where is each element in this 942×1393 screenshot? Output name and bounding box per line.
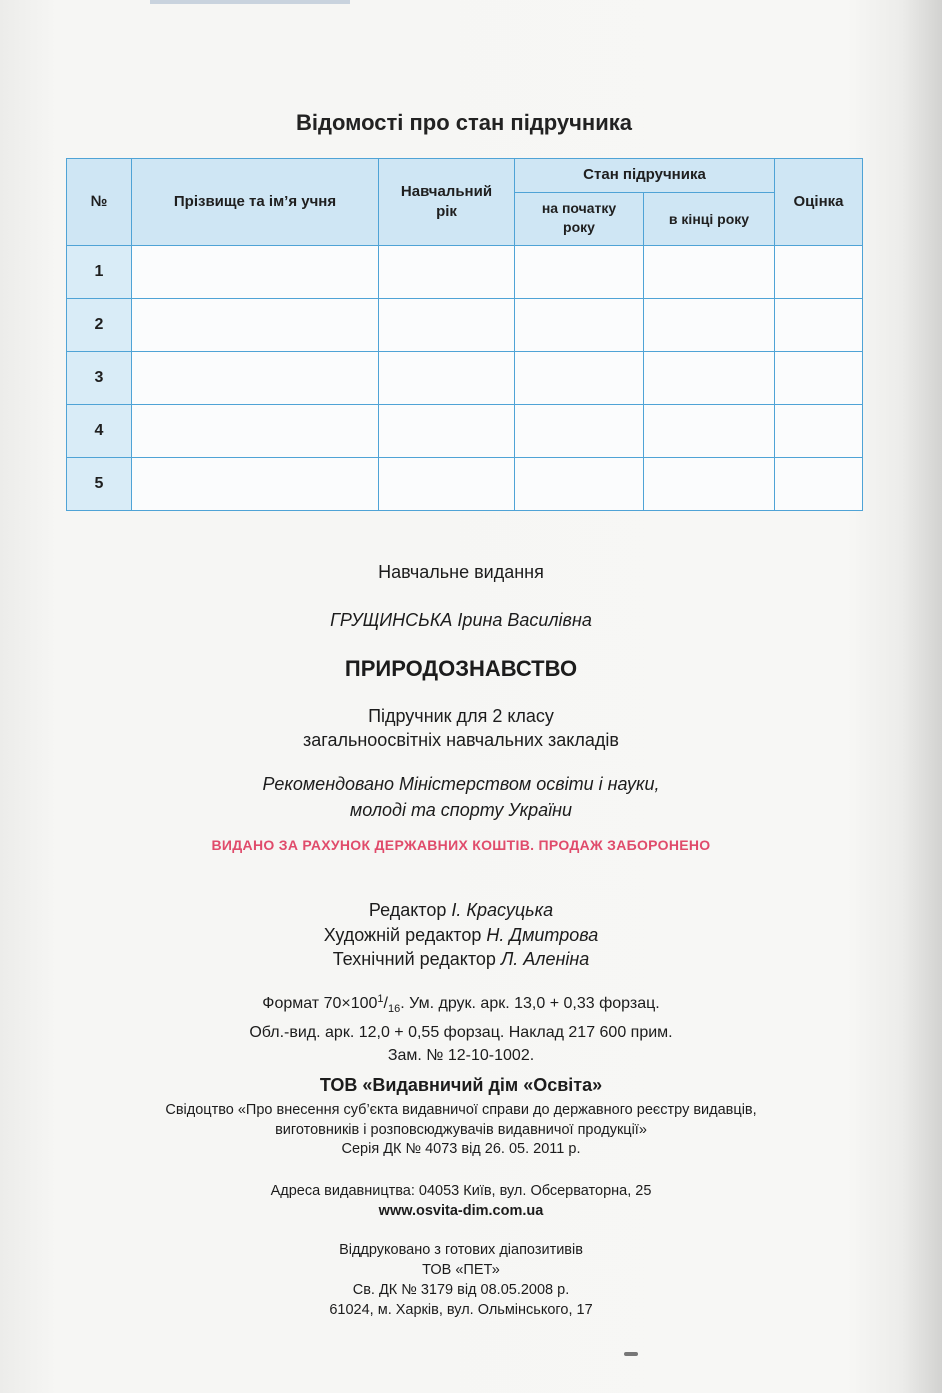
row-number: 2 <box>67 299 132 352</box>
student-name-cell <box>132 352 379 405</box>
recommendation <box>0 771 922 823</box>
printer-line: 61024, м. Харків, вул. Ольмінського, 17 <box>329 1302 593 1318</box>
grade-cell <box>775 405 863 458</box>
header-student-name: Прізвище та ім’я учня <box>132 159 379 246</box>
school-year-cell <box>379 458 515 511</box>
row-number: 5 <box>67 458 132 511</box>
student-name-cell <box>132 405 379 458</box>
format-sub: 16 <box>388 1003 401 1015</box>
editor-name: Н. Дмитрова <box>486 924 599 945</box>
grade-cell <box>775 352 863 405</box>
certificate-line: Свідоцтво «Про внесення суб’єкта видавничої справи до державного реєстру видавців, <box>165 1102 757 1118</box>
author-name: ГРУЩИНСЬКА Ірина Василівна <box>330 610 592 630</box>
header-condition-start-label: на початку року <box>541 200 617 236</box>
header-grade: Оцінка <box>775 159 863 246</box>
header-school-year-label: Навчальний рік <box>400 182 493 220</box>
school-year-cell <box>379 405 515 458</box>
format-line <box>0 988 922 1021</box>
format-suffix: . Ум. друк. арк. 13,0 + 0,33 форзац. <box>400 995 660 1012</box>
table-row <box>67 352 863 405</box>
table-row <box>67 246 863 299</box>
editor-line <box>0 947 922 972</box>
editor-line <box>0 898 922 923</box>
table-title: Відомості про стан підручника <box>296 110 632 135</box>
publisher-address: Адреса видавництва: 04053 Київ, вул. Обсерваторна, 25 <box>270 1183 652 1199</box>
certificate-line: Серія ДК № 4073 від 26. 05. 2011 р. <box>341 1141 581 1157</box>
grade-cell <box>775 246 863 299</box>
recommendation-line: Рекомендовано Міністерством освіти і науки, <box>262 774 660 794</box>
condition-end-cell <box>644 352 775 405</box>
row-number: 4 <box>67 405 132 458</box>
editor-name: Л. Аленіна <box>500 949 590 969</box>
book-title: ПРИРОДОЗНАВСТВО <box>344 656 578 681</box>
condition-start-cell <box>515 246 644 299</box>
condition-end-cell <box>644 246 775 299</box>
editor-name: І. Красуцька <box>451 900 554 920</box>
condition-start-cell <box>515 458 644 511</box>
student-name-cell <box>132 458 379 511</box>
print-speck <box>624 1352 638 1356</box>
textbook-condition-table <box>66 158 863 511</box>
top-edge-strip <box>150 0 350 4</box>
student-name-cell <box>132 246 379 299</box>
free-distribution-notice: ВИДАНО ЗА РАХУНОК ДЕРЖАВНИХ КОШТІВ. ПРОДАЖ ЗАБОРОНЕНО <box>211 837 711 853</box>
editor-role: Художній редактор <box>323 924 482 945</box>
publisher-website: www.osvita-dim.com.ua <box>378 1203 544 1219</box>
header-condition-start <box>515 193 644 246</box>
editors-block <box>0 898 922 972</box>
header-condition-end: в кінці року <box>644 193 775 246</box>
editor-role: Редактор <box>368 900 447 920</box>
address-block <box>0 1181 922 1221</box>
book-subtitle <box>0 704 922 752</box>
condition-end-cell <box>644 458 775 511</box>
subtitle-line: загальноосвітніх навчальних закладів <box>303 730 619 750</box>
condition-end-cell <box>644 405 775 458</box>
editor-role: Технічний редактор <box>332 949 496 969</box>
school-year-cell <box>379 299 515 352</box>
student-name-cell <box>132 299 379 352</box>
subtitle-line: Підручник для 2 класу <box>368 706 554 726</box>
format-sup: 1 <box>377 993 384 1005</box>
format-prefix: Формат 70×100 <box>262 995 378 1012</box>
editor-line <box>0 923 922 948</box>
edition-type: Навчальне видання <box>378 562 544 582</box>
header-condition: Стан підручника <box>515 159 775 193</box>
print-line: Зам. № 12-10-1002. <box>387 1047 535 1064</box>
printer-line: Св. ДК № 3179 від 08.05.2008 р. <box>352 1282 570 1298</box>
school-year-cell <box>379 352 515 405</box>
table-row <box>67 458 863 511</box>
row-number: 3 <box>67 352 132 405</box>
grade-cell <box>775 299 863 352</box>
table-row <box>67 299 863 352</box>
grade-cell <box>775 458 863 511</box>
school-year-cell <box>379 246 515 299</box>
header-number: № <box>67 159 132 246</box>
condition-start-cell <box>515 352 644 405</box>
header-school-year <box>379 159 515 246</box>
print-line: Обл.-вид. арк. 12,0 + 0,55 форзац. Наклад 217 600 прим. <box>249 1024 673 1041</box>
condition-start-cell <box>515 405 644 458</box>
row-number: 1 <box>67 246 132 299</box>
condition-start-cell <box>515 299 644 352</box>
printer-line: Віддруковано з готових діапозитивів <box>339 1242 583 1258</box>
recommendation-line: молоді та спорту України <box>349 800 573 820</box>
certificate-line: виготовників і розповсюджувачів видавничої продукції» <box>275 1121 647 1138</box>
format-slash: / <box>383 995 388 1012</box>
certificate-block <box>0 1101 922 1160</box>
condition-end-cell <box>644 299 775 352</box>
printer-block <box>0 1240 922 1320</box>
printer-line: ТОВ «ПЕТ» <box>422 1262 500 1278</box>
print-specs <box>0 988 922 1067</box>
table-row <box>67 405 863 458</box>
publisher-name: ТОВ «Видавничий дім «Освіта» <box>319 1075 603 1095</box>
